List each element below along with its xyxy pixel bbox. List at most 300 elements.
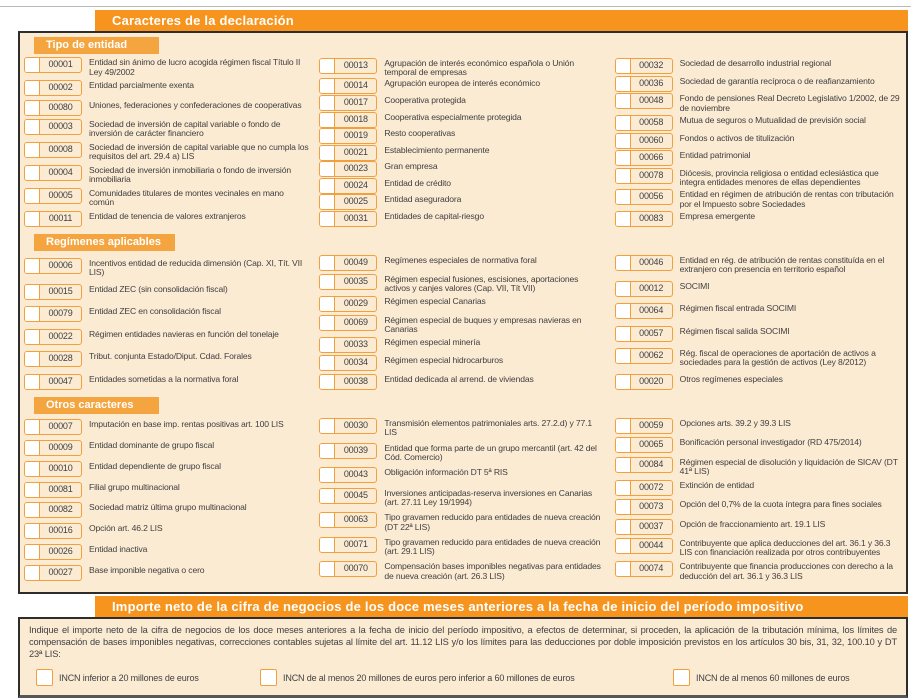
item-label: Entidad ZEC (sin consolidación fiscal): [89, 283, 228, 294]
group: [615, 37, 900, 234]
item-checkbox[interactable]: [320, 356, 335, 370]
checkbox-code-box: [319, 178, 377, 194]
checkbox-code-box: [319, 537, 377, 553]
incn-option: [673, 669, 850, 686]
section-title-caracteres: Caracteres de la declaración: [95, 10, 908, 31]
item-label: Sociedad de inversión de capital variable que no cumpla los requisitos del art. 29.4 a) LIS: [89, 141, 309, 162]
item-code: 00009: [48, 441, 73, 452]
item-checkbox[interactable]: [25, 120, 40, 134]
item-checkbox[interactable]: [616, 59, 631, 73]
item-label: Incentivos entidad de reducida dimensión (Cap. XI, Tít. VII LIS): [89, 257, 303, 277]
item-code: 00004: [48, 166, 73, 177]
checkbox-code-box: [319, 128, 377, 144]
group: [24, 234, 309, 397]
declaration-item: [24, 142, 309, 162]
item-code: 00064: [639, 305, 664, 316]
checkbox-code-box: [319, 337, 377, 353]
declaration-item: [615, 58, 900, 74]
checkbox-code-box: [319, 561, 377, 577]
checkbox-code-box: [615, 499, 673, 515]
incn-option-label: INCN inferior a 20 millones de euros: [59, 672, 199, 683]
item-code: 00020: [639, 375, 664, 386]
item-checkbox[interactable]: [320, 113, 335, 127]
checkbox-code-box: [319, 467, 377, 483]
checkbox-code-box: [24, 523, 82, 539]
item-code: 00010: [48, 462, 73, 473]
section-header: Tipo de entidad: [34, 37, 159, 54]
item-label: Imputación en base imp. rentas positivas art. 100 LIS: [89, 418, 284, 429]
item-label: Régimen especial hidrocarburos: [384, 355, 504, 366]
item-checkbox[interactable]: [616, 327, 631, 341]
checkbox-code-box: [24, 100, 82, 116]
declaration-item: [615, 211, 900, 227]
item-code: 00011: [48, 212, 73, 223]
incn-checkbox[interactable]: [673, 669, 690, 686]
checkbox-code-box: [615, 255, 673, 271]
declaration-item: [319, 178, 604, 194]
item-code: 00031: [343, 212, 368, 223]
item-checkbox[interactable]: [25, 352, 40, 366]
item-checkbox[interactable]: [616, 419, 631, 433]
incn-option-label: INCN de al menos 20 millones de euros pero inferior a 60 millones de euros: [283, 672, 575, 683]
item-code: 00048: [639, 95, 664, 106]
checkbox-code-box: [615, 76, 673, 92]
item-label: Entidad sin ánimo de lucro acogida régimen fiscal Título II Ley 49/2002: [89, 57, 301, 77]
checkbox-code-box: [319, 58, 377, 74]
item-label: Entidades de capital-riesgo: [384, 210, 484, 221]
group: [24, 397, 309, 588]
item-label: Entidad parcialmente exenta: [89, 80, 194, 91]
item-code: 00019: [343, 130, 368, 141]
checkbox-code-box: [319, 211, 377, 227]
item-label: Inversiones anticipadas-reserva inversiones en Canarias (art. 27.11 Ley 19/1994): [384, 487, 592, 508]
item-checkbox[interactable]: [320, 256, 335, 270]
item-checkbox[interactable]: [25, 462, 40, 476]
checkbox-code-box: [319, 418, 377, 434]
item-code: 00012: [639, 283, 664, 294]
declaration-item: [319, 315, 604, 335]
item-label: Cooperativa protegida: [384, 94, 466, 105]
item-code: 00017: [343, 96, 368, 107]
item-label: Régimen especial fusiones, escisiones, aportaciones activos y canjes valores (Cap. VII, Tít VII): [384, 273, 579, 293]
item-label: Tipo gravamen reducido para entidades de nueva creación (art. 29.1 LIS): [384, 536, 601, 557]
item-code: 00074: [639, 563, 664, 574]
item-code: 00056: [639, 191, 664, 202]
item-code: 00007: [48, 420, 73, 431]
item-checkbox[interactable]: [25, 483, 40, 497]
declaration-item: [24, 544, 309, 560]
declaration-item: [319, 418, 604, 438]
item-checkbox[interactable]: [320, 146, 335, 160]
item-label: Entidad inactiva: [89, 544, 148, 555]
checkbox-code-box: [615, 538, 673, 554]
declaration-item: [24, 440, 309, 456]
item-label: Opciones arts. 39.2 y 39.3 LIS: [679, 418, 791, 428]
item-label: Entidad dominante de grupo fiscal: [89, 439, 214, 450]
declaration-item: [615, 499, 900, 515]
group: [615, 234, 900, 397]
declaration-item: [319, 355, 604, 371]
item-label: Bonificación personal investigador (RD 475/2014): [679, 437, 862, 448]
declaration-item: [24, 165, 309, 185]
item-checkbox[interactable]: [25, 143, 40, 157]
item-code: 00006: [48, 259, 73, 270]
item-label: Otros regímenes especiales: [679, 373, 783, 384]
declaration-item: [615, 326, 900, 342]
item-label: Entidad dedicada al arrend. de viviendas: [384, 374, 534, 384]
item-checkbox[interactable]: [616, 349, 631, 363]
incn-options-row: [29, 669, 897, 686]
item-checkbox[interactable]: [616, 190, 631, 204]
item-label: Gran empresa: [384, 161, 438, 172]
item-checkbox[interactable]: [320, 538, 335, 552]
item-checkbox[interactable]: [616, 539, 631, 553]
declaration-item: [24, 502, 309, 518]
item-label: Compensación bases imponibles negativas para entidades de nueva creación (art. 26.3 LIS): [384, 561, 601, 581]
item-checkbox[interactable]: [616, 134, 631, 148]
item-checkbox[interactable]: [616, 94, 631, 108]
item-label: Uniones, federaciones y confederaciones de cooperativas: [89, 99, 302, 110]
item-code: 00072: [639, 481, 664, 492]
item-label: Fondo de pensiones Real Decreto Legislativo 1/2002, de 29 de noviembre: [679, 93, 900, 113]
item-checkbox[interactable]: [616, 256, 631, 270]
checkbox-code-box: [615, 168, 673, 184]
item-checkbox[interactable]: [25, 375, 40, 389]
declaration-item: [615, 538, 900, 558]
item-label: Base imponible negativa o cero: [89, 565, 205, 575]
item-label: Entidad dependiente de grupo fiscal: [89, 460, 221, 471]
declaration-item: [615, 519, 900, 535]
declaration-item: [24, 374, 309, 390]
item-checkbox[interactable]: [616, 375, 631, 389]
declaration-item: [24, 351, 309, 367]
item-code: 00043: [343, 469, 368, 479]
checkbox-code-box: [319, 488, 377, 504]
item-label: Resto cooperativas: [384, 128, 456, 139]
item-label: SOCIMI: [679, 281, 710, 292]
declaration-item: [319, 112, 604, 128]
item-checkbox[interactable]: [616, 481, 631, 495]
item-label: Cooperativa especialmente protegida: [384, 111, 522, 122]
declaration-item: [319, 561, 604, 581]
declaration-item: [319, 255, 604, 271]
checkbox-code-box: [615, 418, 673, 434]
item-label: Entidad de crédito: [384, 177, 451, 188]
item-checkbox[interactable]: [25, 189, 40, 203]
checkbox-code-box: [319, 161, 377, 177]
item-code: 00027: [48, 567, 73, 577]
item-checkbox[interactable]: [616, 438, 631, 452]
item-code: 00047: [48, 376, 73, 386]
item-checkbox[interactable]: [320, 338, 335, 352]
item-code: 00080: [48, 101, 73, 112]
item-checkbox[interactable]: [25, 58, 40, 72]
item-checkbox[interactable]: [616, 562, 631, 576]
item-checkbox[interactable]: [616, 169, 631, 183]
item-checkbox[interactable]: [25, 330, 40, 344]
checkbox-code-box: [24, 80, 82, 96]
checkbox-code-box: [24, 419, 82, 435]
item-code: 00039: [343, 444, 368, 455]
item-checkbox[interactable]: [616, 500, 631, 514]
item-checkbox[interactable]: [616, 282, 631, 296]
item-checkbox[interactable]: [25, 524, 40, 538]
checkbox-code-box: [24, 284, 82, 300]
declaration-item: [615, 189, 900, 209]
item-label: Extinción de entidad: [679, 479, 755, 490]
item-checkbox[interactable]: [25, 545, 40, 559]
item-checkbox[interactable]: [616, 304, 631, 318]
item-code: 00062: [639, 349, 664, 360]
item-code: 00078: [639, 169, 664, 180]
item-checkbox[interactable]: [320, 179, 335, 193]
declaration-item: [615, 168, 900, 188]
checkbox-code-box: [24, 502, 82, 518]
declaration-item: [615, 281, 900, 297]
item-code: 00018: [343, 113, 368, 124]
checkbox-code-box: [24, 142, 82, 158]
item-label: Entidades sometidas a la normativa foral: [89, 374, 239, 384]
checkbox-code-box: [319, 274, 377, 290]
group: [319, 234, 604, 397]
item-checkbox[interactable]: [25, 259, 40, 273]
column-2: [319, 37, 604, 588]
declaration-item: [615, 348, 900, 368]
item-label: Entidad en régimen de atribución de rentas con tributación por el Impuesto sobre Sociedades: [679, 189, 894, 209]
item-checkbox[interactable]: [320, 195, 335, 209]
item-checkbox[interactable]: [616, 212, 631, 226]
incn-box: [18, 617, 908, 698]
item-checkbox[interactable]: [320, 212, 335, 226]
declaration-item: [615, 457, 900, 477]
item-checkbox[interactable]: [320, 96, 335, 110]
item-label: Diócesis, provincia religiosa o entidad eclesiástica que integra entidades menores de ellas dependientes: [679, 167, 879, 188]
item-code: 00058: [639, 116, 664, 127]
item-checkbox[interactable]: [616, 116, 631, 130]
checkbox-code-box: [24, 119, 82, 135]
checkbox-code-box: [319, 374, 377, 390]
item-code: 00033: [343, 338, 368, 349]
declaration-item: [319, 211, 604, 227]
item-label: Obligación información DT 5ª RIS: [384, 467, 508, 477]
checkbox-code-box: [24, 258, 82, 274]
declaration-item: [24, 211, 309, 227]
item-label: Entidad patrimonial: [679, 150, 751, 161]
item-code: 00082: [48, 504, 73, 515]
item-checkbox[interactable]: [25, 212, 40, 226]
group: [615, 397, 900, 588]
checkbox-code-box: [615, 115, 673, 131]
declaration-item: [319, 512, 604, 532]
item-checkbox[interactable]: [616, 77, 631, 91]
checkbox-code-box: [319, 296, 377, 312]
item-label: Filial grupo multinacional: [89, 481, 180, 492]
caracteres-box: [18, 31, 908, 594]
declaration-item: [24, 482, 309, 498]
item-code: 00084: [639, 458, 664, 469]
item-code: 00014: [343, 80, 368, 91]
form-page: [0, 10, 911, 698]
item-checkbox[interactable]: [25, 566, 40, 580]
item-checkbox[interactable]: [25, 503, 40, 517]
item-label: Agrupación de interés económico española o Unión temporal de empresas: [384, 58, 574, 78]
section-header: Otros caracteres: [34, 397, 159, 414]
declaration-item: [615, 76, 900, 92]
declaration-item: [319, 161, 604, 177]
declaration-item: [319, 58, 604, 78]
item-checkbox[interactable]: [320, 562, 335, 576]
item-label: Agrupación europea de interés económico: [384, 78, 540, 89]
item-code: 00066: [639, 152, 664, 163]
declaration-item: [319, 537, 604, 557]
item-label: Opción del 0,7% de la cuota íntegra para fines sociales: [679, 499, 882, 510]
item-code: 00015: [48, 285, 73, 296]
checkbox-code-box: [24, 165, 82, 181]
item-code: 00013: [343, 60, 368, 70]
checkbox-code-box: [615, 93, 673, 109]
item-code: 00008: [48, 143, 73, 154]
column-3: [615, 37, 900, 588]
item-label: Transmisión elementos patrimoniales arts. 27.2.d) y 77.1 LIS: [384, 418, 592, 438]
item-checkbox[interactable]: [25, 166, 40, 180]
item-code: 00005: [48, 189, 73, 200]
declaration-item: [24, 284, 309, 300]
item-label: Sociedad de garantía recíproca o de reafianzamiento: [679, 75, 875, 86]
item-label: Régimen especial de disolución y liquidación de SICAV (DT 41ª LIS): [679, 456, 898, 477]
item-code: 00002: [48, 82, 73, 93]
checkbox-code-box: [615, 457, 673, 473]
checkbox-code-box: [319, 78, 377, 94]
item-checkbox[interactable]: [320, 275, 335, 289]
item-checkbox[interactable]: [320, 468, 335, 482]
checkbox-code-box: [319, 194, 377, 210]
declaration-item: [319, 296, 604, 312]
item-code: 00026: [48, 546, 73, 557]
item-checkbox[interactable]: [320, 59, 335, 73]
item-checkbox[interactable]: [25, 81, 40, 95]
group: [319, 37, 604, 234]
item-label: Sociedad de inversión de capital variable o fondo de inversión de carácter financiero: [89, 118, 281, 139]
item-code: 00037: [639, 520, 664, 531]
checkbox-code-box: [24, 565, 82, 581]
checkbox-code-box: [615, 519, 673, 535]
item-label: Entidad aseguradora: [384, 194, 462, 205]
declaration-item: [24, 419, 309, 435]
incn-checkbox[interactable]: [36, 669, 53, 686]
declaration-item: [24, 306, 309, 322]
section-header: Regímenes aplicables: [34, 234, 175, 251]
item-checkbox[interactable]: [320, 162, 335, 176]
checkbox-code-box: [615, 437, 673, 453]
item-code: 00025: [343, 196, 368, 207]
declaration-item: [615, 480, 900, 496]
item-checkbox[interactable]: [25, 441, 40, 455]
item-checkbox[interactable]: [320, 513, 335, 527]
item-checkbox[interactable]: [320, 129, 335, 143]
checkbox-code-box: [24, 57, 82, 73]
item-code: 00032: [639, 60, 664, 70]
incn-checkbox[interactable]: [260, 669, 277, 686]
item-checkbox[interactable]: [320, 79, 335, 93]
checkbox-code-box: [24, 440, 82, 456]
item-code: 00030: [343, 420, 368, 430]
item-label: Rég. fiscal de operaciones de aportación de activos a sociedades para la gestión de activos (Ley 8/2012): [679, 347, 876, 368]
item-code: 00063: [343, 514, 368, 525]
declaration-item: [615, 303, 900, 319]
checkbox-code-box: [615, 480, 673, 496]
incn-option: [36, 669, 260, 686]
item-checkbox[interactable]: [320, 444, 335, 458]
item-label: Opción art. 46.2 LIS: [89, 523, 163, 534]
checkbox-code-box: [24, 351, 82, 367]
declaration-item: [615, 115, 900, 131]
item-code: 00065: [639, 439, 664, 450]
declaration-item: [24, 523, 309, 539]
declaration-item: [319, 443, 604, 463]
item-code: 00003: [48, 120, 73, 131]
item-checkbox[interactable]: [25, 285, 40, 299]
item-code: 00069: [343, 316, 368, 327]
declaration-item: [615, 374, 900, 390]
item-checkbox[interactable]: [25, 307, 40, 321]
declaration-item: [615, 418, 900, 434]
section-title-incn: Importe neto de la cifra de negocios de los doce meses anteriores a la fecha de inicio del período impositivo: [95, 596, 908, 617]
item-label: Régimen especial minería: [384, 336, 481, 347]
item-code: 00057: [639, 327, 664, 338]
declaration-item: [319, 194, 604, 210]
item-checkbox[interactable]: [616, 151, 631, 165]
item-checkbox[interactable]: [25, 420, 40, 434]
declaration-item: [319, 374, 604, 390]
item-checkbox[interactable]: [320, 489, 335, 503]
declaration-item: [615, 133, 900, 149]
item-label: Régimen especial Canarias: [384, 295, 486, 306]
item-checkbox[interactable]: [320, 316, 335, 330]
declaration-item: [24, 565, 309, 581]
item-checkbox[interactable]: [25, 101, 40, 115]
item-code: 00059: [639, 420, 664, 430]
item-checkbox[interactable]: [320, 297, 335, 311]
item-code: 00022: [48, 330, 73, 341]
declaration-item: [319, 78, 604, 94]
item-checkbox[interactable]: [616, 520, 631, 534]
declaration-item: [24, 329, 309, 345]
checkbox-code-box: [24, 544, 82, 560]
item-label: Entidad que forma parte de un grupo mercantil (art. 42 del Cód. Comercio): [384, 442, 597, 462]
declaration-item: [24, 461, 309, 477]
declaration-item: [319, 337, 604, 353]
checkbox-code-box: [615, 348, 673, 364]
item-code: 00038: [343, 376, 368, 386]
item-checkbox[interactable]: [616, 458, 631, 472]
item-label: Régimen especial de buques y empresas navieras en Canarias: [384, 314, 582, 334]
item-code: 00060: [639, 134, 664, 145]
item-code: 00035: [343, 275, 368, 286]
declaration-item: [615, 150, 900, 166]
incn-instructions: Indique el importe neto de la cifra de negocios de los doce meses anteriores a la fecha de inicio del período impositivo, a efectos de determinar, si proceden, la aplicación de la tributación mínima, los límites de compensación de bases imponibles negativas, correcciones contables sujetas al límite del art. 11.12 LIS y/o los límites para las deducciones por doble imposición previstos en los artículos 30 bis, 31, 32, 100.10 y DT 23ª LIS:: [29, 625, 897, 659]
item-checkbox[interactable]: [320, 375, 335, 389]
item-label: Régimen fiscal entrada SOCIMI: [679, 303, 797, 314]
declaration-item: [319, 467, 604, 483]
item-label: Opción de fraccionamiento art. 19.1 LIS: [679, 518, 826, 529]
group: [24, 37, 309, 234]
group: [319, 397, 604, 588]
checkbox-code-box: [24, 482, 82, 498]
item-label: Entidad en rég. de atribución de rentas constituída en el extranjero con presencia en territorio español: [679, 255, 885, 275]
item-checkbox[interactable]: [320, 419, 335, 433]
checkbox-code-box: [319, 512, 377, 528]
item-code: 00045: [343, 489, 368, 500]
